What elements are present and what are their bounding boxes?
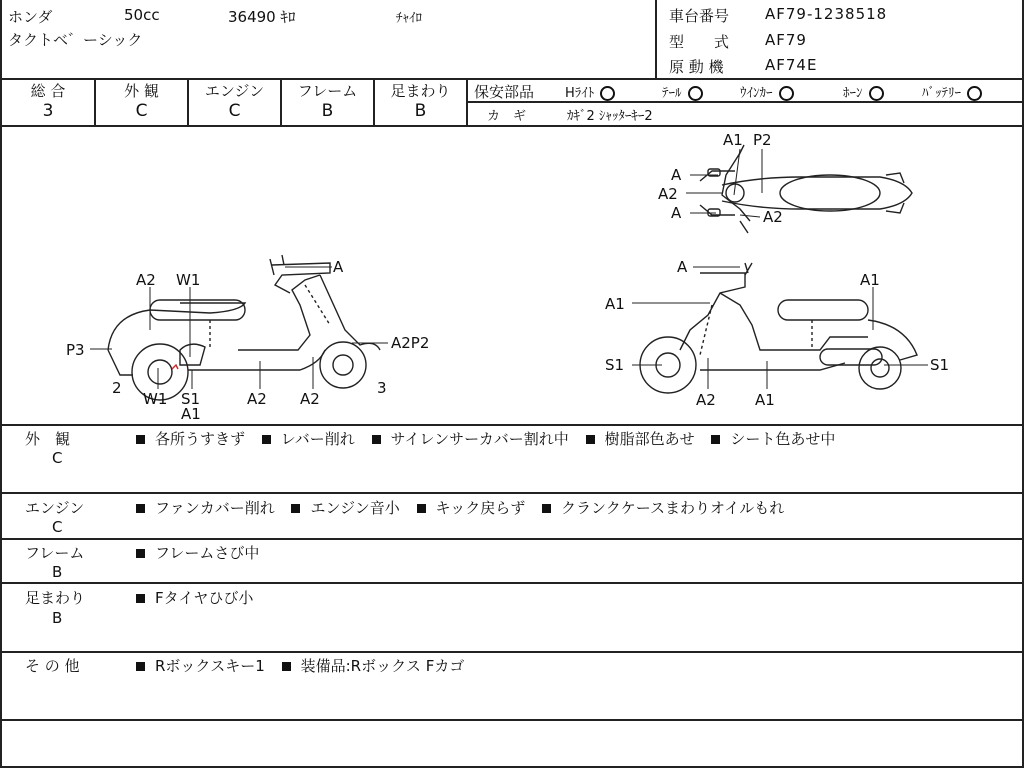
diagram-label: A1 <box>755 391 775 409</box>
note-exterior-grade: C <box>52 449 63 467</box>
safety-item-label: ﾊﾞｯﾃﾘｰ <box>922 86 961 101</box>
diagram-label: 2 <box>112 379 122 397</box>
ok-circle-icon <box>688 86 703 101</box>
key-label: カ ギ <box>487 109 527 124</box>
diagram-label: A <box>671 204 682 222</box>
note-divider <box>0 538 1024 540</box>
diagram-label: A2 <box>136 271 156 289</box>
diagram-label: A1 <box>181 405 201 423</box>
bullet-square-icon <box>262 435 271 444</box>
diagram-label: A1 <box>860 271 880 289</box>
note-item: エンジン音小 <box>310 499 400 517</box>
note-item: レバー削れ <box>280 430 355 448</box>
safety-item-label: ｳｲﾝｶｰ <box>740 86 773 101</box>
note-item: フレームさび中 <box>155 544 260 562</box>
note-frame-items <box>136 542 271 563</box>
header-divider <box>655 0 657 78</box>
bullet-square-icon <box>372 435 381 444</box>
model-name: タクトベ゛ーシック <box>8 31 143 49</box>
note-item: クランクケースまわりオイルもれ <box>561 499 785 517</box>
score-exterior-label: 外 観 <box>124 82 159 100</box>
safety-item-horn <box>843 82 884 101</box>
diagram-label: W1 <box>176 271 201 289</box>
score-suspension-value: B <box>414 101 427 121</box>
bullet-square-icon <box>136 549 145 558</box>
safety-item-battery <box>922 82 982 101</box>
score-total-value: 3 <box>42 101 54 121</box>
note-item: キック戻らず <box>435 499 526 517</box>
diagram-label: A2 <box>696 391 716 409</box>
chassis-label: 車台番号 <box>669 7 730 25</box>
note-divider <box>0 492 1024 494</box>
diagram-label: A <box>671 166 682 184</box>
note-engine-items <box>136 497 796 518</box>
diagram-label: A <box>677 258 688 276</box>
diagram-label: A <box>333 258 344 276</box>
bullet-square-icon <box>291 504 300 513</box>
safety-item-label: ﾃｰﾙ <box>662 86 682 101</box>
diagram-label: A2 <box>658 185 678 203</box>
ok-circle-icon <box>967 86 982 101</box>
diagram-label: A1 <box>605 295 625 313</box>
note-engine-grade: C <box>52 518 63 536</box>
note-suspension-label: 足まわり <box>25 589 86 607</box>
bullet-square-icon <box>542 504 551 513</box>
diagram-label: A2 <box>247 390 267 408</box>
note-frame-grade: B <box>52 563 63 581</box>
diagram-label: A2 <box>300 390 320 408</box>
score-total-label: 総 合 <box>30 82 66 100</box>
score-engine-label: エンジン <box>204 82 265 100</box>
safety-item-label: Hﾗｲﾄ <box>565 86 595 101</box>
score-frame-value: B <box>321 101 334 121</box>
ok-circle-icon <box>600 86 615 101</box>
note-item: Fタイヤひび小 <box>155 589 254 607</box>
diagram-label: 3 <box>377 379 387 397</box>
key-value: ｶｷﾞ2 ｼｬｯﾀｰｷｰ2 <box>567 109 653 124</box>
note-other-items <box>136 655 476 676</box>
safety-label: 保安部品 <box>474 83 535 101</box>
note-frame-label: フレーム <box>25 544 85 562</box>
bullet-square-icon <box>136 662 145 671</box>
safety-item-headlight <box>565 82 615 101</box>
note-item: 各所うすきず <box>155 430 246 448</box>
note-engine-label: エンジン <box>25 499 85 517</box>
engine-label: 原 動 機 <box>669 58 724 76</box>
diagram-label: W1 <box>143 390 168 408</box>
ok-circle-icon <box>779 86 794 101</box>
diagram-label: P3 <box>66 341 85 359</box>
note-item: Rボックスキー1 <box>155 657 265 675</box>
diagram-label: S1 <box>181 390 201 408</box>
type-label: 型 式 <box>669 33 730 51</box>
maker: ホンダ <box>8 8 53 26</box>
color: ﾁｬｲﾛ <box>396 11 422 26</box>
note-item: ファンカバー削れ <box>155 499 275 517</box>
scooter-top-view <box>700 145 912 233</box>
leader-lines <box>90 149 928 389</box>
type-value: AF79 <box>765 31 807 49</box>
score-frame-label: フレーム <box>297 82 358 100</box>
engine-value: AF74E <box>765 56 818 74</box>
note-exterior-label: 外 観 <box>25 430 71 448</box>
note-divider <box>0 651 1024 653</box>
safety-item-label: ﾎｰﾝ <box>843 86 863 101</box>
note-suspension-items <box>136 587 265 608</box>
bullet-square-icon <box>136 435 145 444</box>
diagram-label: S1 <box>605 356 625 374</box>
bullet-square-icon <box>136 594 145 603</box>
score-suspension-label: 足まわり <box>390 82 451 100</box>
mileage: 36490 ｷﾛ <box>228 8 296 26</box>
chassis-value: AF79-1238518 <box>765 5 888 23</box>
note-item: 樹脂部色あせ <box>604 430 695 448</box>
score-col-5 <box>466 78 468 126</box>
safety-mid-line <box>467 101 1024 103</box>
note-suspension-grade: B <box>52 609 63 627</box>
note-divider <box>0 719 1024 721</box>
score-exterior-value: C <box>135 101 148 121</box>
bullet-square-icon <box>417 504 426 513</box>
bullet-square-icon <box>136 504 145 513</box>
diagram-label: A1 <box>723 131 743 149</box>
safety-item-tail <box>662 82 703 101</box>
safety-item-winker <box>740 82 794 101</box>
diagram-label: A2 <box>763 208 783 226</box>
bullet-square-icon <box>586 435 595 444</box>
diagram-label: S1 <box>930 356 950 374</box>
note-item: シート色あせ中 <box>730 430 836 448</box>
score-engine-value: C <box>228 101 241 121</box>
diagram-label: A2P2 <box>391 334 430 352</box>
note-exterior-items <box>136 428 847 449</box>
note-item: 装備品:Rボックス Fカゴ <box>300 657 465 675</box>
bullet-square-icon <box>282 662 291 671</box>
note-item: サイレンサーカバー割れ中 <box>390 430 569 448</box>
ok-circle-icon <box>869 86 884 101</box>
diagram-label: P2 <box>753 131 772 149</box>
note-divider <box>0 582 1024 584</box>
bullet-square-icon <box>711 435 720 444</box>
displacement: 50cc <box>124 6 160 24</box>
note-other-label: そ の 他 <box>25 657 80 675</box>
